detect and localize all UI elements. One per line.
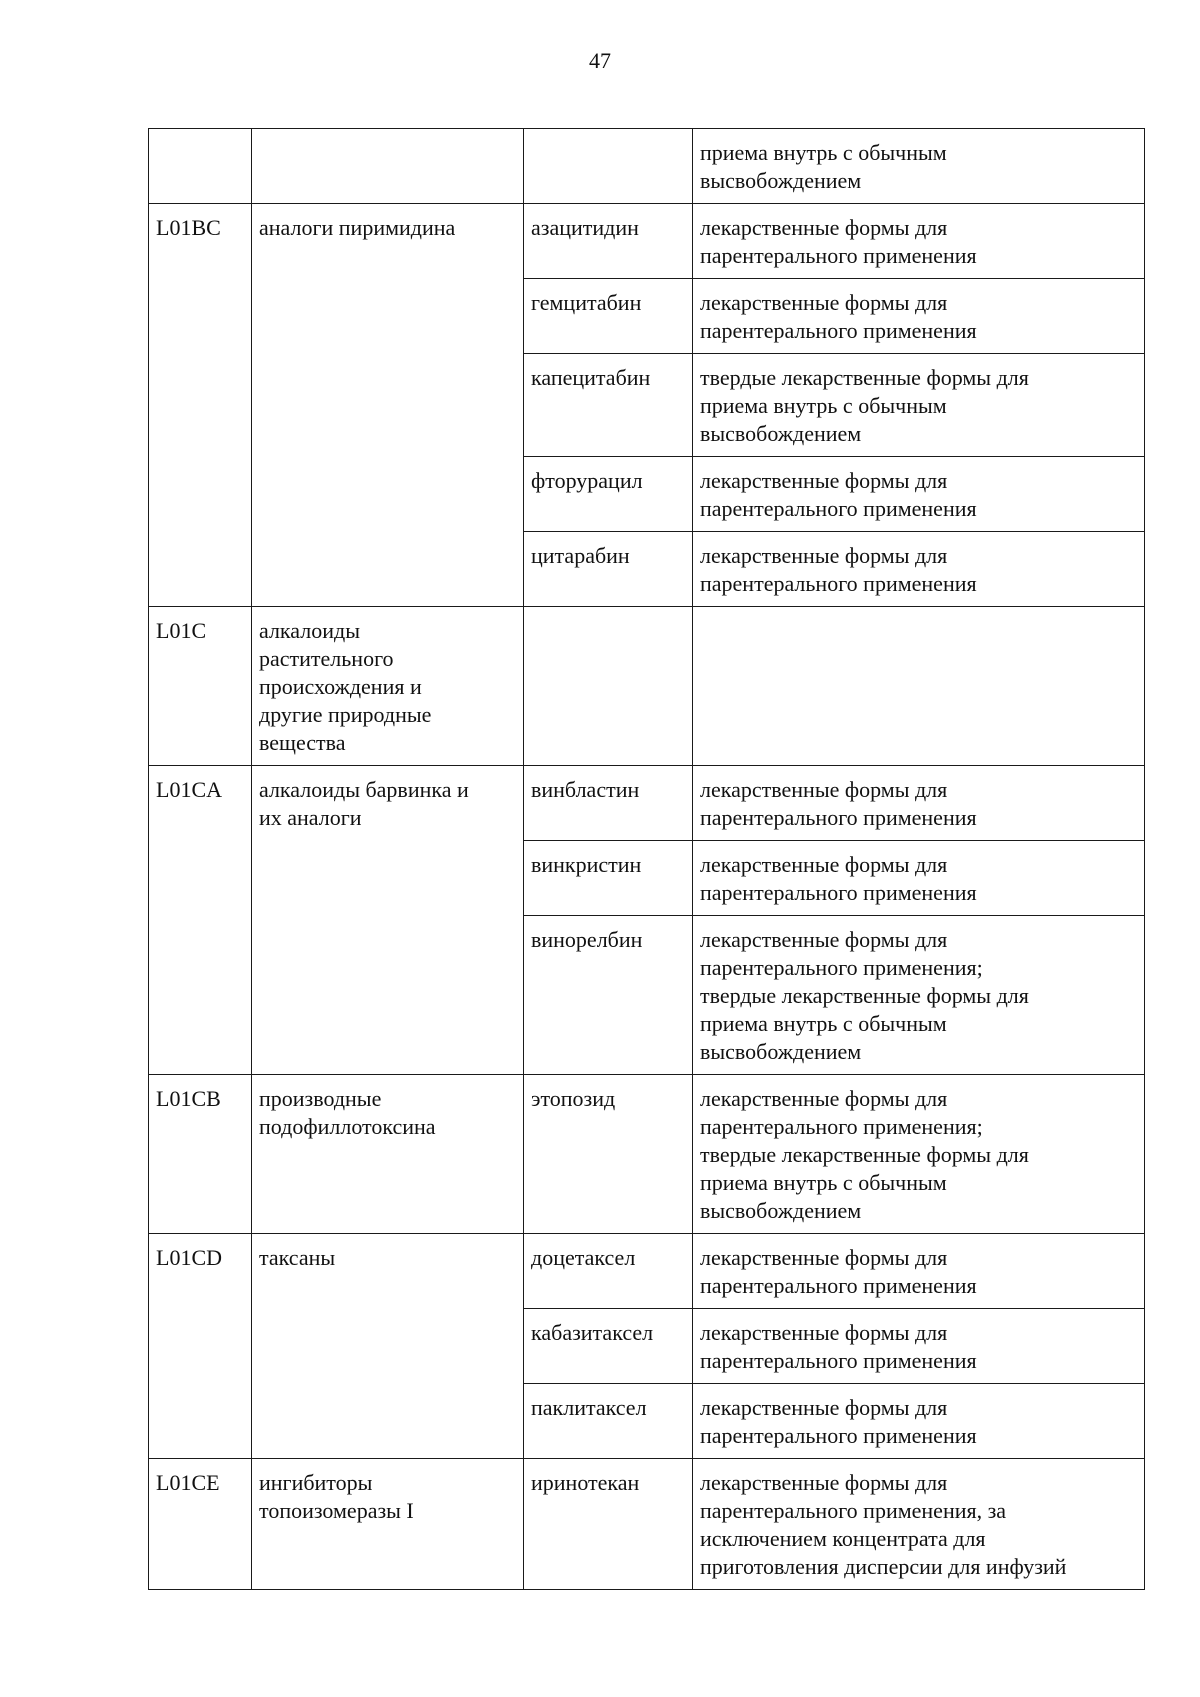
drug-name-cell: винорелбин <box>524 916 693 1075</box>
dosage-form-cell: лекарственные формы для парентерального применения <box>693 841 1145 916</box>
drug-name-cell: винкристин <box>524 841 693 916</box>
dosage-form-cell: лекарственные формы для парентерального применения <box>693 1309 1145 1384</box>
table-row <box>149 766 1145 841</box>
drug-name-cell: фторурацил <box>524 457 693 532</box>
drug-classification-table <box>148 128 1145 1590</box>
dosage-form-cell: лекарственные формы для парентерального применения <box>693 204 1145 279</box>
table-row <box>149 204 1145 279</box>
drug-name-cell: азацитидин <box>524 204 693 279</box>
atc-code-cell: L01CA <box>149 766 252 1075</box>
dosage-form-cell: твердые лекарственные формы для приема внутрь с обычным высвобождением <box>693 354 1145 457</box>
dosage-form-cell: лекарственные формы для парентерального применения, за исключением концентрата для приготовления дисперсии для инфузий <box>693 1459 1145 1590</box>
group-name-cell: ингибиторы топоизомеразы I <box>252 1459 524 1590</box>
dosage-form-cell <box>693 607 1145 766</box>
drug-name-cell: кабазитаксел <box>524 1309 693 1384</box>
dosage-form-cell: лекарственные формы для парентерального применения <box>693 532 1145 607</box>
table-row <box>149 1234 1145 1309</box>
drug-name-cell <box>524 129 693 204</box>
atc-code-cell: L01CE <box>149 1459 252 1590</box>
group-name-cell: алкалоиды растительного происхождения и другие природные вещества <box>252 607 524 766</box>
group-name-cell: таксаны <box>252 1234 524 1459</box>
drug-name-cell: паклитаксел <box>524 1384 693 1459</box>
group-name-cell: аналоги пиримидина <box>252 204 524 607</box>
drug-name-cell: цитарабин <box>524 532 693 607</box>
drug-name-cell: гемцитабин <box>524 279 693 354</box>
drug-name-cell: этопозид <box>524 1075 693 1234</box>
dosage-form-cell: приема внутрь с обычным высвобождением <box>693 129 1145 204</box>
atc-code-cell: L01BC <box>149 204 252 607</box>
group-name-cell: алкалоиды барвинка и их аналоги <box>252 766 524 1075</box>
page-number: 47 <box>589 48 611 73</box>
drug-name-cell: иринотекан <box>524 1459 693 1590</box>
drug-name-cell <box>524 607 693 766</box>
table-row <box>149 1075 1145 1234</box>
dosage-form-cell: лекарственные формы для парентерального применения <box>693 1234 1145 1309</box>
group-name-cell <box>252 129 524 204</box>
dosage-form-cell: лекарственные формы для парентерального применения <box>693 766 1145 841</box>
table-row <box>149 607 1145 766</box>
atc-code-cell: L01CB <box>149 1075 252 1234</box>
drug-name-cell: капецитабин <box>524 354 693 457</box>
drug-name-cell: винбластин <box>524 766 693 841</box>
atc-code-cell <box>149 129 252 204</box>
atc-code-cell: L01CD <box>149 1234 252 1459</box>
dosage-form-cell: лекарственные формы для парентерального применения; твердые лекарственные формы для приема внутрь с обычным высвобождением <box>693 916 1145 1075</box>
dosage-form-cell: лекарственные формы для парентерального применения <box>693 457 1145 532</box>
drug-name-cell: доцетаксел <box>524 1234 693 1309</box>
dosage-form-cell: лекарственные формы для парентерального применения <box>693 279 1145 354</box>
atc-code-cell: L01C <box>149 607 252 766</box>
group-name-cell: производные подофиллотоксина <box>252 1075 524 1234</box>
dosage-form-cell: лекарственные формы для парентерального применения; твердые лекарственные формы для приема внутрь с обычным высвобождением <box>693 1075 1145 1234</box>
table-row <box>149 1459 1145 1590</box>
table-row <box>149 129 1145 204</box>
dosage-form-cell: лекарственные формы для парентерального применения <box>693 1384 1145 1459</box>
